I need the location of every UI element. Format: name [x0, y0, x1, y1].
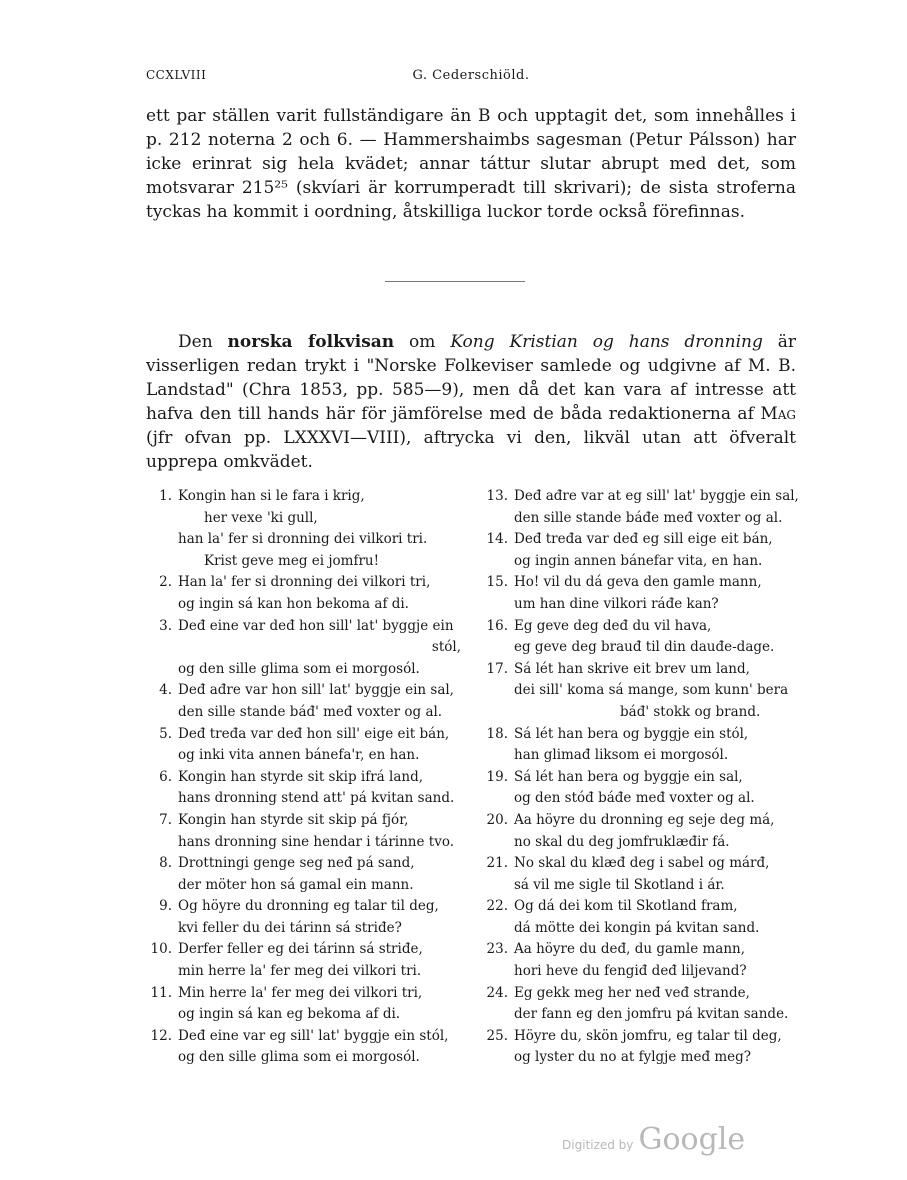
verse-text: han glimađ liksom ei morgosól. — [514, 747, 729, 764]
verse-line — [146, 983, 481, 1005]
verse-text: Deđ ađre var hon sill' lat' byggje ein sal, — [178, 682, 454, 699]
verse-line — [146, 1026, 481, 1048]
verse-line — [482, 939, 802, 961]
verse-text: Kongin han si le fara i krig, — [178, 488, 365, 504]
verse-text: Sá lét han bera og byggje ein stól, — [514, 725, 749, 742]
verse-line — [146, 961, 481, 983]
verse-text: og lyster du no at fylgje međ meg? — [514, 1049, 752, 1066]
verse-stanza — [146, 939, 481, 982]
verse-line — [146, 767, 481, 789]
verse-text: og ingin sá kan hon bekoma af di. — [178, 595, 409, 612]
verse-line — [146, 1047, 481, 1069]
stanza-number: 21. — [486, 855, 508, 872]
stanza-number: 2. — [159, 574, 172, 591]
verse-stanza — [482, 724, 802, 767]
verse-line — [146, 637, 481, 659]
verse-line — [482, 508, 802, 530]
verse-line — [482, 1004, 802, 1026]
verse-line — [146, 659, 481, 681]
verse-stanza — [146, 724, 481, 767]
verse-stanza — [482, 853, 802, 896]
verse-line — [146, 702, 481, 724]
verse-text: Kongin han styrde sit skip ifrá land, — [178, 768, 423, 785]
stanza-number: 20. — [486, 811, 508, 828]
verse-line — [482, 572, 802, 594]
stanza-number: 25. — [486, 1027, 508, 1044]
verse-stanza — [482, 1026, 802, 1069]
stanza-number: 3. — [159, 617, 172, 634]
stanza-number: 23. — [486, 941, 508, 958]
verse-text: og den stóđ báđe međ voxter og al. — [514, 790, 755, 807]
verse-text: den sille stande báđe međ voxter og al. — [514, 509, 783, 526]
verse-text: den sille stande báđ' međ voxter og al. — [178, 703, 443, 720]
verse-line — [146, 832, 481, 854]
verse-text: Höyre du, skön jomfru, eg talar til deg, — [514, 1027, 782, 1044]
verse-text: um han dine vilkori ráđe kan? — [514, 595, 719, 612]
verse-text: der fann eg den jomfru pá kvitan sande. — [514, 1006, 789, 1023]
verse-text: Sá lét han bera og byggje ein sal, — [514, 768, 743, 785]
verse-line — [482, 702, 802, 724]
verse-text: og ingin annen bánefar vita, en han. — [514, 552, 763, 569]
verse-stanza — [482, 767, 802, 810]
verse-line — [482, 659, 802, 681]
verse-text: Derfer feller eg dei tárinn sá striđe, — [178, 941, 423, 958]
verse-text: Aa höyre du dronning eg seje deg má, — [514, 811, 775, 828]
verse-line — [482, 853, 802, 875]
stanza-number: 24. — [486, 984, 508, 1001]
stanza-number: 9. — [159, 898, 172, 915]
verse-line — [146, 529, 481, 551]
verse-line — [482, 1047, 802, 1069]
paragraph-intro: ett par ställen varit fullständigare än B och upptagit det, som innehålles i p. 212 noterna 2 och 6. — Hammershaimbs sagesman (Petur Pálsson) har icke erinrat sig hela kvädet; annar táttur slutar abrupt med det, som motsvarar 215²⁵ (skvíari är korrumperadt till skrivari); de sista stroferna tyckas ha kommit i oordning, åtskilliga luckor torde också förefinnas. — [146, 106, 796, 222]
stanza-number: 10. — [150, 941, 172, 958]
verse-text: Deđ tređa var deđ eg sill eige eit bán, — [514, 531, 773, 548]
verse-stanza — [482, 572, 802, 615]
verse-line — [482, 724, 802, 746]
stanza-number: 1. — [159, 488, 172, 504]
verse-line — [146, 572, 481, 594]
verse-text: Eg geve deg deđ du vil hava, — [514, 617, 712, 634]
stanza-number: 5. — [159, 725, 172, 742]
verse-text: hans dronning stend att' pá kvitan sand. — [178, 790, 455, 807]
verse-line — [482, 529, 802, 551]
verse-text: No skal du klæđ deg i sabel og márđ, — [514, 855, 770, 872]
verse-text: Han la' fer si dronning dei vilkori tri, — [178, 574, 431, 591]
verse-text: her vexe 'ki gull, — [204, 509, 318, 526]
stanza-number: 4. — [159, 682, 172, 699]
stanza-number: 8. — [159, 855, 172, 872]
verse-stanza — [146, 1026, 481, 1069]
bold-term: norska folkvisan — [227, 332, 395, 352]
song-title: Kong Kristian og hans dronning — [450, 332, 763, 352]
verse-line — [146, 551, 481, 573]
verse-text: sá vil me sigle til Skotland i ár. — [514, 876, 725, 893]
verse-text: eg geve deg brauđ til din dauđe-dage. — [514, 639, 775, 656]
verse-line — [146, 508, 481, 530]
running-title: G. Cederschiöld. — [412, 68, 530, 83]
verse-text: og inki vita annen bánefa'r, en han. — [178, 747, 420, 764]
stanza-number: 13. — [486, 488, 508, 504]
verse-line — [146, 680, 481, 702]
verse-text: no skal du deg jomfruklæđir fá. — [514, 833, 730, 850]
verse-stanza — [482, 529, 802, 572]
verse-text: hori heve du fengiđ deđ liljevand? — [514, 963, 747, 980]
verse-stanza — [146, 572, 481, 615]
verse-stanza — [146, 616, 481, 681]
verse-stanza — [146, 486, 481, 572]
verse-text: Deđ eine var deđ hon sill' lat' byggje ein — [178, 617, 454, 634]
verse-stanza — [146, 983, 481, 1026]
verse-line — [146, 918, 481, 940]
verse-text: Krist geve meg ei jomfru! — [204, 552, 380, 569]
verse-text: Drottningi genge seg neđ pá sand, — [178, 855, 415, 872]
text-run: om — [394, 332, 451, 352]
verse-line — [482, 961, 802, 983]
verse-text: Ho! vil du dá geva den gamle mann, — [514, 574, 762, 591]
page-number: CCXLVIII — [146, 68, 207, 82]
verse-line — [146, 486, 481, 508]
stanza-number: 15. — [486, 574, 508, 591]
verse-stanza — [482, 659, 802, 724]
verse-line — [146, 745, 481, 767]
verse-text: stól, — [431, 639, 461, 656]
smallcaps-term: Mag — [760, 404, 796, 424]
verse-text: kvi feller du dei tárinn sá striđe? — [178, 919, 402, 936]
verse-text: Aa höyre du deđ, du gamle mann, — [514, 941, 746, 958]
verse-text: hans dronning sine hendar i tárinne tvo. — [178, 833, 455, 850]
verse-line — [482, 788, 802, 810]
verse-line — [482, 680, 802, 702]
verse-line — [482, 983, 802, 1005]
verse-stanza — [146, 853, 481, 896]
stanza-number: 14. — [486, 531, 508, 548]
stanza-number: 6. — [159, 768, 172, 785]
stanza-number: 19. — [486, 768, 508, 785]
verse-line — [482, 810, 802, 832]
paragraph-folkvisan — [146, 330, 796, 474]
verse-stanza — [482, 486, 802, 529]
verse-line — [146, 896, 481, 918]
verse-text: Og dá dei kom til Skotland fram, — [514, 898, 738, 915]
verse-text: Eg gekk meg her neđ veđ strande, — [514, 984, 750, 1001]
verse-text: Deđ ađre var at eg sill' lat' byggje ein sal, — [514, 488, 799, 504]
verse-stanza — [482, 939, 802, 982]
verse-text: og ingin sá kan eg bekoma af di. — [178, 1006, 401, 1023]
verse-stanza — [482, 896, 802, 939]
verse-text: báđ' stokk og brand. — [620, 703, 761, 720]
verse-text: og den sille glima som ei morgosól. — [178, 660, 420, 677]
stanza-number: 16. — [486, 617, 508, 634]
verse-text: og den sille glima som ei morgosól. — [178, 1049, 420, 1066]
verse-line — [146, 724, 481, 746]
stanza-number: 12. — [150, 1027, 172, 1044]
verse-column-right — [482, 486, 802, 1069]
verse-text: han la' fer si dronning dei vilkori tri. — [178, 531, 428, 548]
verse-line — [482, 616, 802, 638]
verse-line — [482, 594, 802, 616]
watermark-prefix: Digitized by — [562, 1138, 634, 1152]
page-header — [146, 68, 796, 92]
verse-line — [482, 832, 802, 854]
verse-text: Deđ tređa var deđ hon sill' eige eit bán, — [178, 725, 450, 742]
verse-line — [482, 767, 802, 789]
verse-stanza — [146, 680, 481, 723]
verse-column-left — [146, 486, 481, 1069]
verse-line — [146, 1004, 481, 1026]
text-run: Den — [178, 332, 228, 352]
stanza-number: 22. — [486, 898, 508, 915]
verse-line — [482, 918, 802, 940]
stanza-number: 18. — [486, 725, 508, 742]
verse-stanza — [482, 983, 802, 1026]
verse-line — [482, 486, 802, 508]
stanza-number: 11. — [150, 984, 172, 1001]
verse-text: Deđ eine var eg sill' lat' byggje ein stól, — [178, 1027, 449, 1044]
verse-line — [482, 745, 802, 767]
verse-line — [146, 616, 481, 638]
verse-text: der möter hon sá gamal ein mann. — [178, 876, 414, 893]
google-logo: Google — [638, 1122, 746, 1157]
verse-line — [146, 594, 481, 616]
verse-line — [482, 1026, 802, 1048]
verse-line — [146, 810, 481, 832]
verse-stanza — [146, 896, 481, 939]
stanza-number: 7. — [159, 811, 172, 828]
verse-line — [482, 551, 802, 573]
verse-line — [146, 875, 481, 897]
verse-line — [146, 939, 481, 961]
verse-stanza — [146, 767, 481, 810]
verse-text: Kongin han styrde sit skip pá fjór, — [178, 811, 409, 828]
text-run: (jfr ofvan pp. LXXXVI—VIII), aftrycka vi den, likväl utan att öfveralt upprepa omkvädet. — [146, 428, 796, 472]
verse-line — [146, 853, 481, 875]
verse-stanza — [146, 810, 481, 853]
verse-text: Min herre la' fer meg dei vilkori tri, — [178, 984, 423, 1001]
digitized-watermark — [562, 1122, 745, 1157]
verse-line — [482, 896, 802, 918]
verse-text: dá mötte dei kongin pá kvitan sand. — [514, 919, 760, 936]
verse-stanza — [482, 616, 802, 659]
verse-text: dei sill' koma sá mange, som kunn' bera — [514, 682, 789, 699]
verse-stanza — [482, 810, 802, 853]
verse-text: Sá lét han skrive eit brev um land, — [514, 660, 750, 677]
stanza-number: 17. — [486, 660, 508, 677]
verse-line — [482, 637, 802, 659]
section-divider — [385, 281, 525, 282]
verse-text: Og höyre du dronning eg talar til deg, — [178, 898, 439, 915]
text-run: är visserligen redan trykt i "Norske Folkeviser samlede og udgivne af M. B. Landstad" (Chra 1853, pp. 585—9), men då det kan vara af intresse att hafva den till hands här för jämförelse med de båda redaktionerna af — [146, 332, 797, 424]
verse-line — [482, 875, 802, 897]
verse-line — [146, 788, 481, 810]
verse-text: min herre la' fer meg dei vilkori tri. — [178, 963, 422, 980]
